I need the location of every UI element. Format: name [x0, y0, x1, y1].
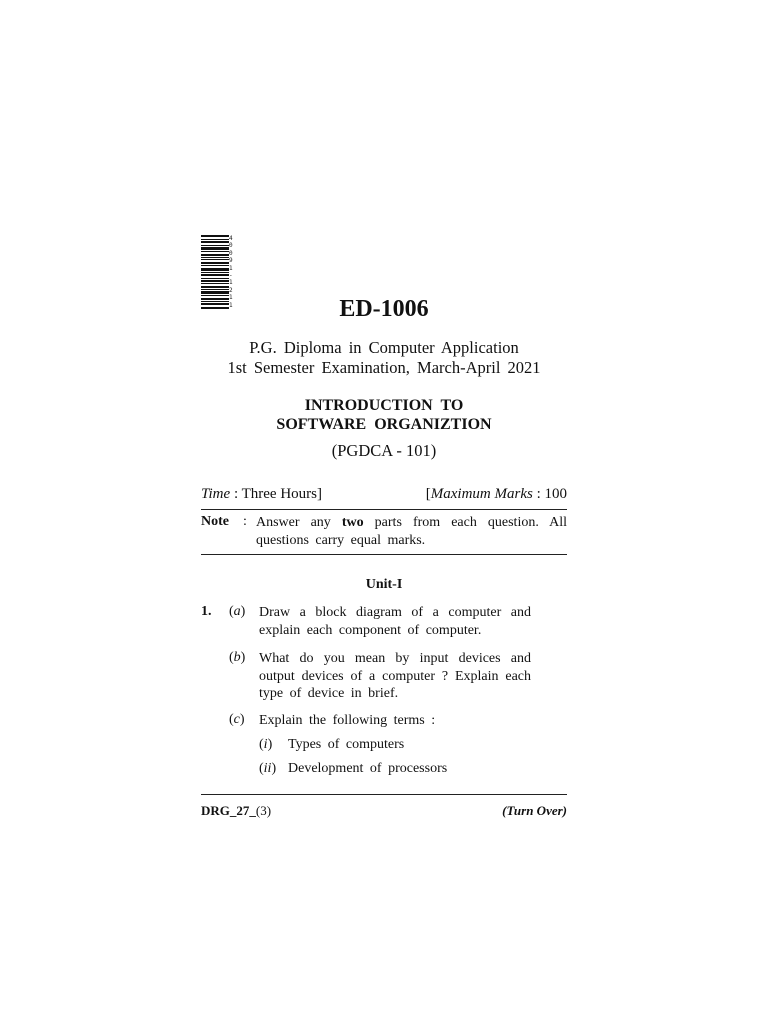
footer-code-text: DRG_27_	[201, 803, 256, 818]
question-number: 1.	[201, 604, 212, 619]
part-label-a: (a)	[229, 604, 246, 619]
subpart-text-ii: Development of processors	[288, 761, 448, 776]
time-value: Three Hours]	[241, 486, 322, 502]
part-text-b: What do you mean by input devices and output devices of a computer ? Explain each type of device in brief.	[259, 651, 531, 701]
subject-title-line1: INTRODUCTION TO	[304, 397, 464, 414]
part-text-c: Explain the following terms :	[259, 713, 436, 728]
program-name: P.G. Diploma in Computer Application	[249, 338, 519, 357]
footer-code	[201, 803, 271, 819]
time-label: Time	[201, 486, 231, 502]
divider-top	[201, 509, 567, 510]
part-label-b: (b)	[229, 650, 246, 665]
note-text-before: Answer any	[256, 515, 342, 530]
paper-code: (PGDCA - 101)	[331, 441, 437, 460]
subpart-label-i: (i)	[259, 737, 273, 752]
marks-info: [Maximum Marks : 100	[425, 486, 567, 502]
time-info: Time : Three Hours]	[201, 486, 322, 502]
note-text-after: parts from each question. All questions carry equal marks.	[256, 515, 567, 548]
note-colon: :	[243, 514, 247, 529]
subpart-label-ii: (ii)	[259, 761, 277, 776]
exam-name: 1st Semester Examination, March-April 2021	[227, 358, 541, 377]
subpart-text-i: Types of computers	[288, 737, 405, 752]
subject-title-line2: SOFTWARE ORGANIZTION	[276, 416, 492, 433]
marks-label: Maximum Marks	[430, 486, 533, 502]
divider-footer	[201, 794, 567, 795]
footer-page: (3)	[255, 803, 272, 818]
turn-over: (Turn Over)	[502, 803, 567, 818]
barcode-digits: 4 0 0 9 1 - 1 2 1 1	[229, 235, 233, 309]
paper-id: ED-1006	[339, 296, 429, 322]
note-label: Note	[201, 514, 229, 529]
marks-value: 100	[544, 486, 567, 502]
unit-heading: Unit-I	[365, 577, 403, 592]
note-text	[256, 514, 567, 550]
part-label-c: (c)	[229, 712, 245, 727]
note-text-bold: two	[341, 515, 364, 530]
divider-note	[201, 554, 567, 555]
part-text-a: Draw a block diagram of a computer and explain each component of computer.	[259, 605, 531, 638]
